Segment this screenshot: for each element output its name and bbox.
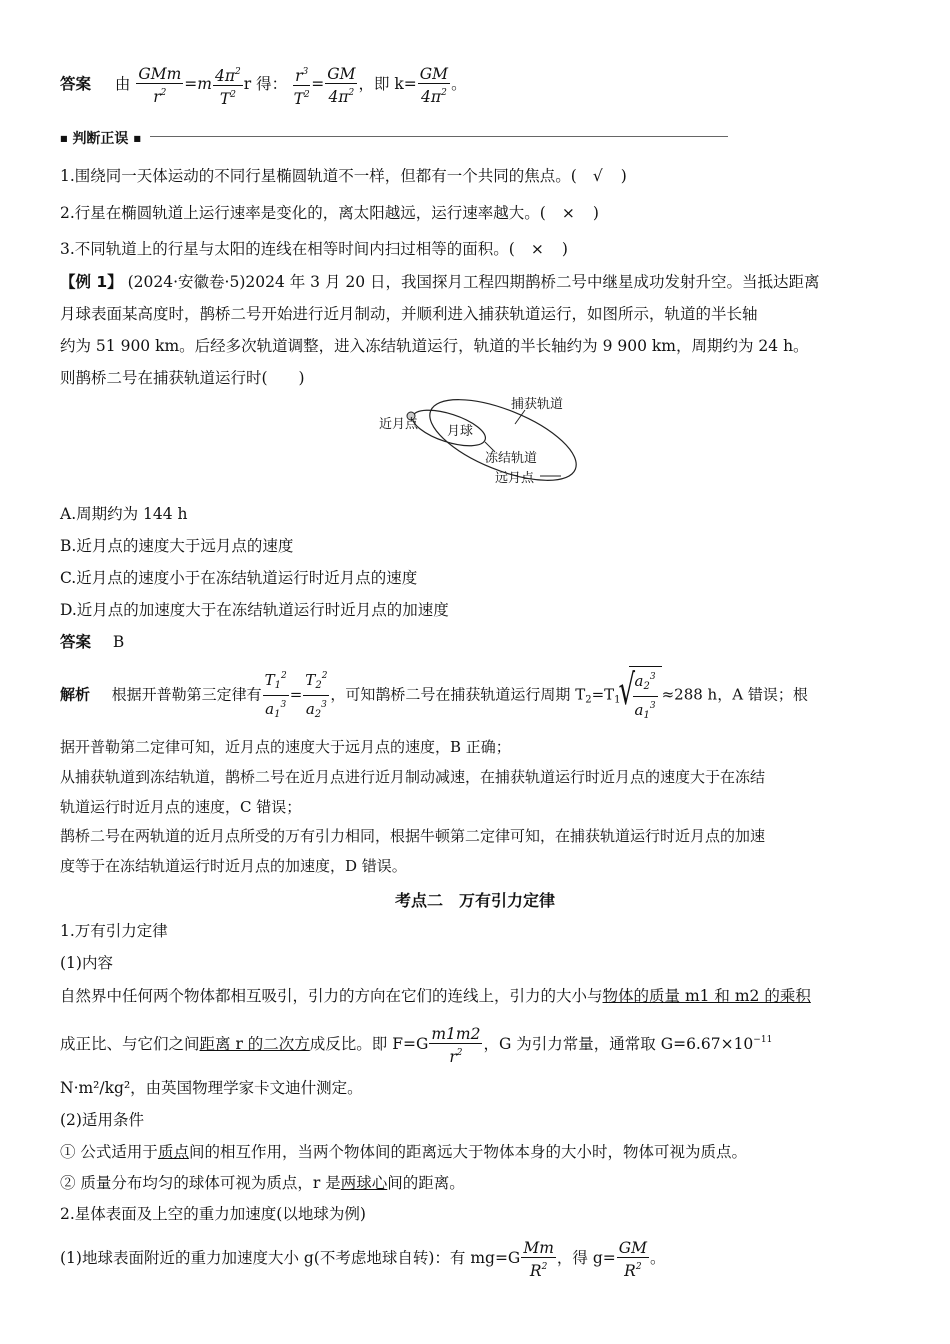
content-paragraph: N·m²/kg²，由英国物理学家卡文迪什测定。: [60, 1079, 363, 1097]
square-bullet-icon: ■: [133, 134, 141, 143]
fraction: $\frac{\text{GMm}}{r^2}$: [138, 64, 182, 106]
square-bullet-icon: ■: [60, 134, 68, 143]
subheading: (2)适用条件: [60, 1111, 144, 1129]
answer1-text: 由: [114, 75, 131, 93]
option-a: A.周期约为 144 h: [60, 505, 188, 523]
section-title: 考点二 万有引力定律: [394, 891, 555, 910]
leader-line: [515, 410, 525, 424]
section-heading: 1.万有引力定律: [60, 922, 168, 940]
fraction: $\frac{r^3}{T^2}$: [293, 63, 310, 108]
fraction: $\frac{GM}{4\pi^2}$: [419, 64, 449, 106]
example-line: 月球表面某高度时，鹊桥二号开始进行近月制动，并顺利进入捕获轨道运行，如图所示，轨道的半长轴: [60, 305, 758, 323]
subheading: (1)内容: [60, 954, 113, 972]
option-c: C.近月点的速度小于在冻结轨道运行时近月点的速度: [60, 569, 418, 587]
fraction: $\frac{GM}{4\pi^2}$: [327, 64, 356, 106]
example-line: 则鹊桥二号在捕获轨道运行时( ): [60, 369, 305, 387]
fraction: $\frac{T_1^2}{a_1^3}$: [263, 667, 289, 724]
section-heading: 2.星体表面及上空的重力加速度(以地球为例): [60, 1205, 366, 1223]
fraction: $\frac{T_2^2}{a_2^3}$: [303, 667, 329, 724]
option-d: D.近月点的加速度大于在冻结轨道运行时近月点的加速度: [60, 601, 449, 619]
answer2-line: [60, 632, 124, 652]
content-paragraph: (1)地球表面附近的重力加速度大小 g(不考虑地球自转)：有 mg=G $\frac{Mm}{R^2}$ ，得 g= $\frac{GM}{R^2}$ 。: [60, 1238, 666, 1280]
answer1-label: 答案: [60, 75, 92, 93]
underlined-term: 两球心: [340, 1174, 388, 1192]
fraction: $\frac{4\pi^2}{T^2}$: [213, 63, 243, 108]
underlined-term: 物体的质量 m1 和 m2 的乘积: [602, 987, 811, 1005]
heading-divider: [150, 136, 728, 137]
judge-item: 2.行星在椭圆轨道上运行速率是变化的，离太阳越远，运行速率越大。( × ): [60, 204, 599, 222]
fraction: $\frac{Mm}{R^2}$: [523, 1238, 554, 1280]
option-b: B.近月点的速度大于远月点的速度: [60, 537, 294, 555]
analysis-line: 从捕获轨道到冻结轨道，鹊桥二号在近月点进行近月制动减速，在捕获轨道运行时近月点的速度大于在冻结: [60, 768, 766, 786]
condition-item: ① 公式适用于质点间的相互作用，当两个物体间的距离远大于物体本身的大小时，物体可视为质点。: [60, 1143, 747, 1161]
judge-heading: ■ 判断正误 ■: [60, 131, 141, 147]
answer2-label: 答案: [60, 633, 92, 651]
underlined-term: 距离 r 的二次方: [199, 1035, 310, 1053]
sqrt-expression: √ $\frac{a_2^3}{a_1^3}$: [629, 666, 662, 725]
answer1-line: 答案 由 $\frac{\text{GMm}}{r^2}$ =m $\frac{4\pi^2}{T^2}$ r 得： $\frac{r^3}{T^2}$ = $\frac{GM}{4\pi^2}$ ，即 k= $\frac{GM}{4\pi^2}$ 。: [60, 64, 467, 108]
example-line: 【例 1】 (2024·安徽卷·5)2024 年 3 月 20 日，我国探月工程四期鹊桥二号中继星成功发射升空。当抵达距离: [60, 273, 820, 291]
content-paragraph: 成正比、与它们之间距离 r 的二次方成反比。即 F=G $\frac{m1m2}{r^2}$ ，G 为引力常量，通常取 $G=6.67\times 10^{-11}$: [60, 1024, 773, 1066]
near-point-label: 近月点: [379, 417, 419, 432]
far-point-label: 远月点: [495, 471, 535, 486]
judge-item: 3.不同轨道上的行星与太阳的连线在相等时间内扫过相等的面积。( × ): [60, 240, 568, 258]
cross-mark: ×: [530, 240, 544, 258]
analysis-line: 度等于在冻结轨道运行时近月点的加速度，D 错误。: [60, 857, 407, 875]
content-paragraph: 自然界中任何两个物体都相互吸引，引力的方向在它们的连线上，引力的大小与物体的质量 m1 和 m2 的乘积: [60, 987, 811, 1005]
underlined-term: 质点: [157, 1143, 189, 1161]
fraction: $\frac{m1m2}{r^2}$: [431, 1024, 481, 1066]
orbit-diagram: [375, 392, 635, 497]
analysis-line: 据开普勒第二定律可知，近月点的速度大于远月点的速度，B 正确；: [60, 738, 511, 756]
judge-item: 1.围绕同一天体运动的不同行星椭圆轨道不一样，但都有一个共同的焦点。( √ ): [60, 167, 627, 185]
answer2-value: B: [112, 633, 125, 651]
analysis-line: 轨道运行时近月点的速度，C 错误；: [60, 798, 302, 816]
condition-item: ② 质量分布均匀的球体可视为质点，r 是两球心间的距离。: [60, 1174, 465, 1192]
frozen-orbit-label: 冻结轨道: [485, 451, 538, 466]
analysis-label: 解析: [60, 685, 91, 704]
example-line: 约为 51 900 km。后经多次轨道调整，进入冻结轨道运行，轨道的半长轴约为 9 900 km，周期约为 24 h。: [60, 337, 809, 355]
capture-orbit-label: 捕获轨道: [511, 397, 564, 412]
moon-label: 月球: [447, 424, 474, 439]
cross-mark: ×: [561, 204, 575, 222]
analysis-line: 鹊桥二号在两轨道的近月点所受的万有引力相同，根据牛顿第二定律可知，在捕获轨道运行时近月点的加速: [60, 827, 766, 845]
example-tag: 【例 1】: [60, 273, 123, 291]
analysis-line: 解析 根据开普勒第三定律有 $\frac{T_1^2}{a_1^3}$ = $\frac{T_2^2}{a_2^3}$ ，可知鹊桥二号在捕获轨道运行周期 $T_2=T_1$ √ $\frac{a_2^3}{a_1^3}$ ≈288 h，A 错误；根: [60, 666, 808, 728]
check-mark: √: [592, 167, 603, 185]
fraction: $\frac{GM}{R^2}$: [618, 1238, 648, 1280]
